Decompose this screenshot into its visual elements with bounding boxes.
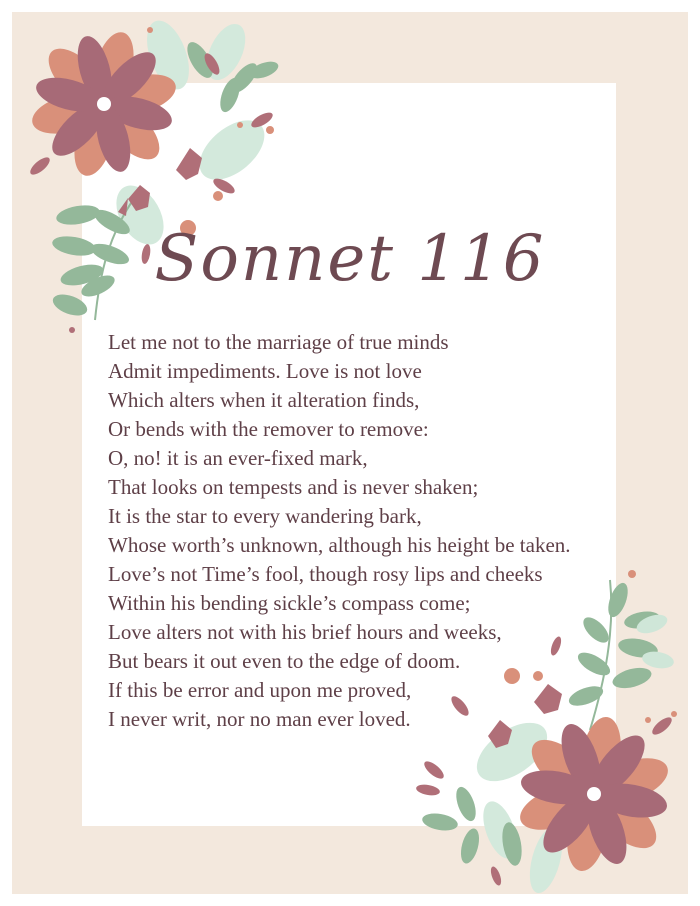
poem-line: But bears it out even to the edge of doom.	[108, 649, 461, 673]
poem-title: Sonnet 116	[154, 222, 546, 296]
poem-line: Or bends with the remover to remove:	[108, 417, 429, 441]
poem-line: Within his bending sickle’s compass come;	[108, 591, 471, 615]
poem-line: That looks on tempests and is never shaken;	[108, 475, 479, 499]
poem-line: I never writ, nor no man ever loved.	[108, 707, 411, 731]
poem-line: Love’s not Time’s fool, though rosy lips and cheeks	[108, 562, 543, 586]
poem-line: Whose worth’s unknown, although his height be taken.	[108, 533, 571, 557]
poem-body	[108, 328, 571, 734]
poem-line: Let me not to the marriage of true minds	[108, 330, 449, 354]
poem-line: O, no! it is an ever-fixed mark,	[108, 446, 368, 470]
poem-line: Love alters not with his brief hours and weeks,	[108, 620, 502, 644]
poem-line: It is the star to every wandering bark,	[108, 504, 422, 528]
poem-line: Admit impediments. Love is not love	[108, 359, 422, 383]
poem-line: Which alters when it alteration finds,	[108, 388, 420, 412]
floral-decoration-top-left	[0, 0, 320, 360]
poem-line: If this be error and upon me proved,	[108, 678, 412, 702]
